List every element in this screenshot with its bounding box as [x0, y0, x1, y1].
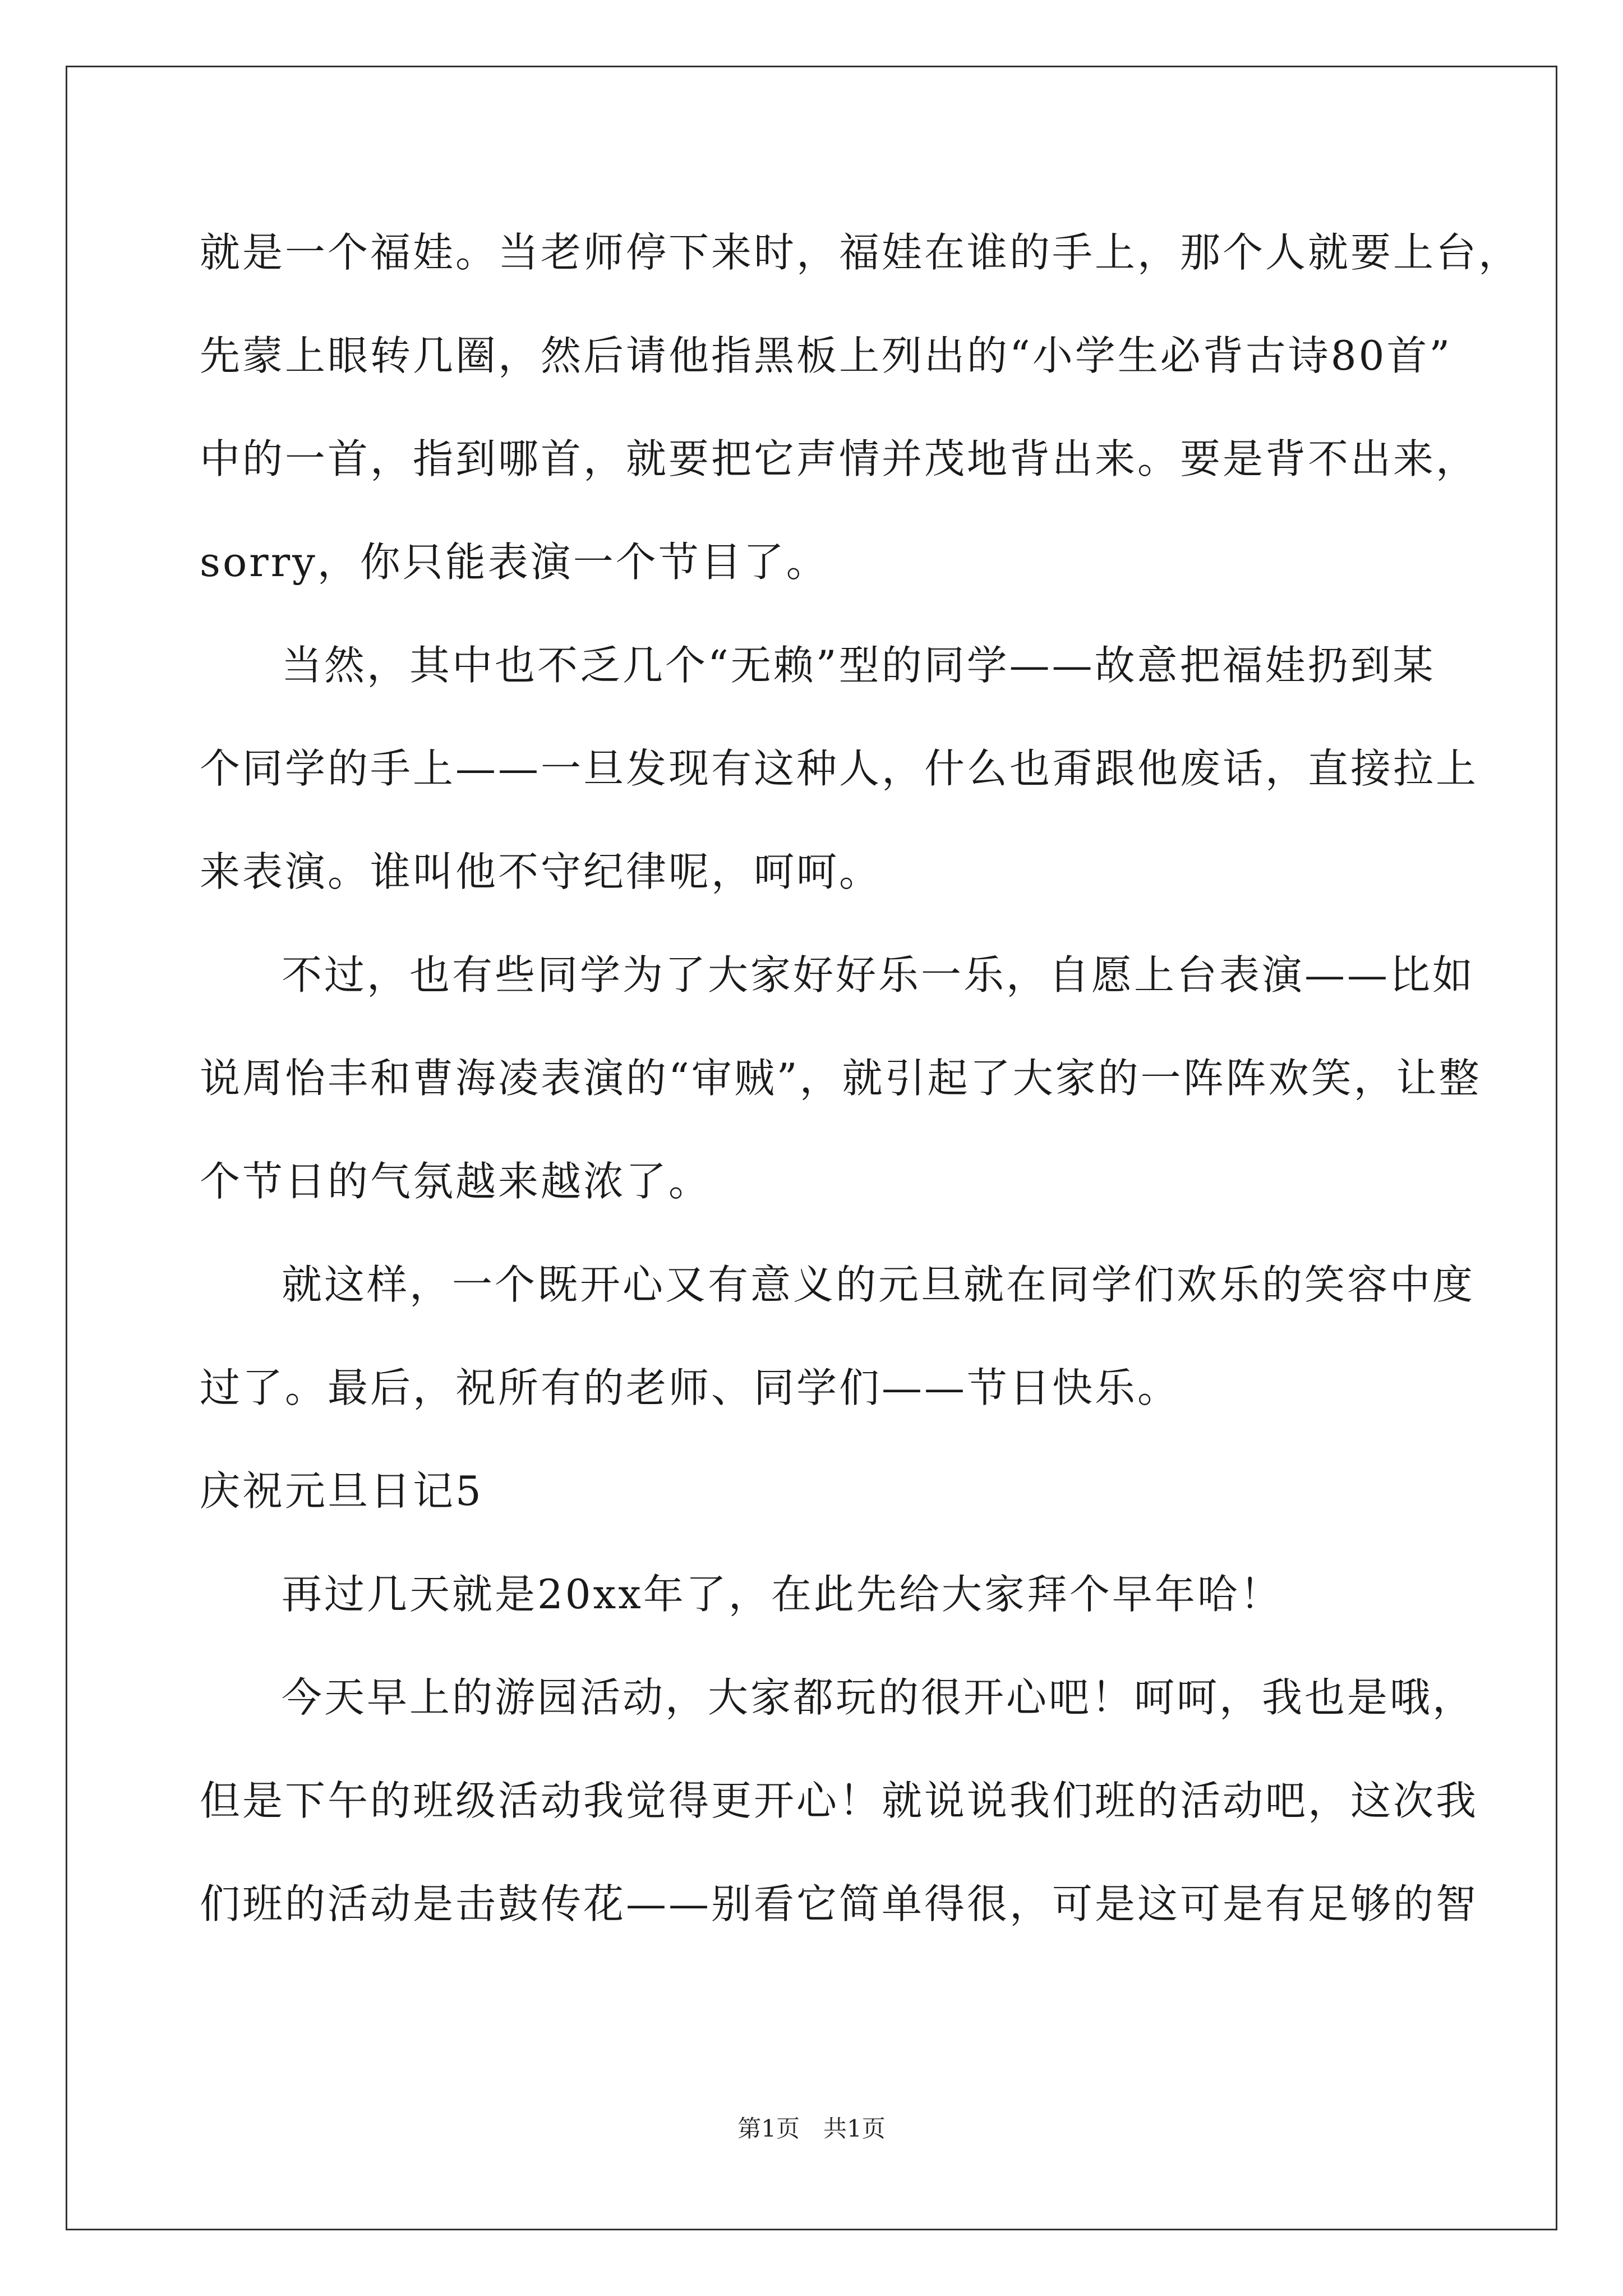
paragraph-start-line: 再过几天就是20xx年了，在此先给大家拜个早年哈！: [282, 1571, 1283, 1618]
section-heading: 庆祝元旦日记5: [200, 1467, 483, 1515]
text-line: 但是下午的班级活动我觉得更开心！就说说我们班的活动吧，这次我: [200, 1777, 1479, 1824]
text-line: 个节日的气氛越来越浓了。: [200, 1158, 712, 1205]
text-line: 说周怡丰和曹海凌表演的“审贼”，就引起了大家的一阵阵欢笑，让整: [200, 1055, 1482, 1102]
page-number-footer: 第1页 共1页: [737, 2115, 886, 2142]
text-line: 们班的活动是击鼓传花——别看它简单得很，可是这可是有足够的智: [200, 1880, 1479, 1927]
text-line: 就是一个福娃。当老师停下来时，福娃在谁的手上，那个人就要上台，: [200, 229, 1521, 276]
paragraph-start-line: 今天早上的游园活动，大家都玩的很开心吧！呵呵，我也是哦，: [282, 1674, 1476, 1721]
text-line: 先蒙上眼转几圈，然后请他指黑板上列出的“小学生必背古诗80首”: [200, 332, 1453, 379]
text-line: 过了。最后，祝所有的老师、同学们——节日快乐。: [200, 1364, 1181, 1411]
paragraph-start-line: 就这样，一个既开心又有意义的元旦就在同学们欢乐的笑容中度: [282, 1261, 1476, 1308]
text-line: 中的一首，指到哪首，就要把它声情并茂地背出来。要是背不出来，: [200, 435, 1479, 482]
text-line: 来表演。谁叫他不守纪律呢，呵呵。: [200, 848, 882, 895]
paragraph-start-line: 当然，其中也不乏几个“无赖”型的同学——故意把福娃扔到某: [282, 642, 1436, 689]
paragraph-start-line: 不过，也有些同学为了大家好好乐一乐，自愿上台表演——比如: [282, 951, 1476, 999]
text-line: sorry，你只能表演一个节目了。: [200, 539, 829, 586]
text-line: 个同学的手上——一旦发现有这种人，什么也甭跟他废话，直接拉上: [200, 745, 1479, 792]
